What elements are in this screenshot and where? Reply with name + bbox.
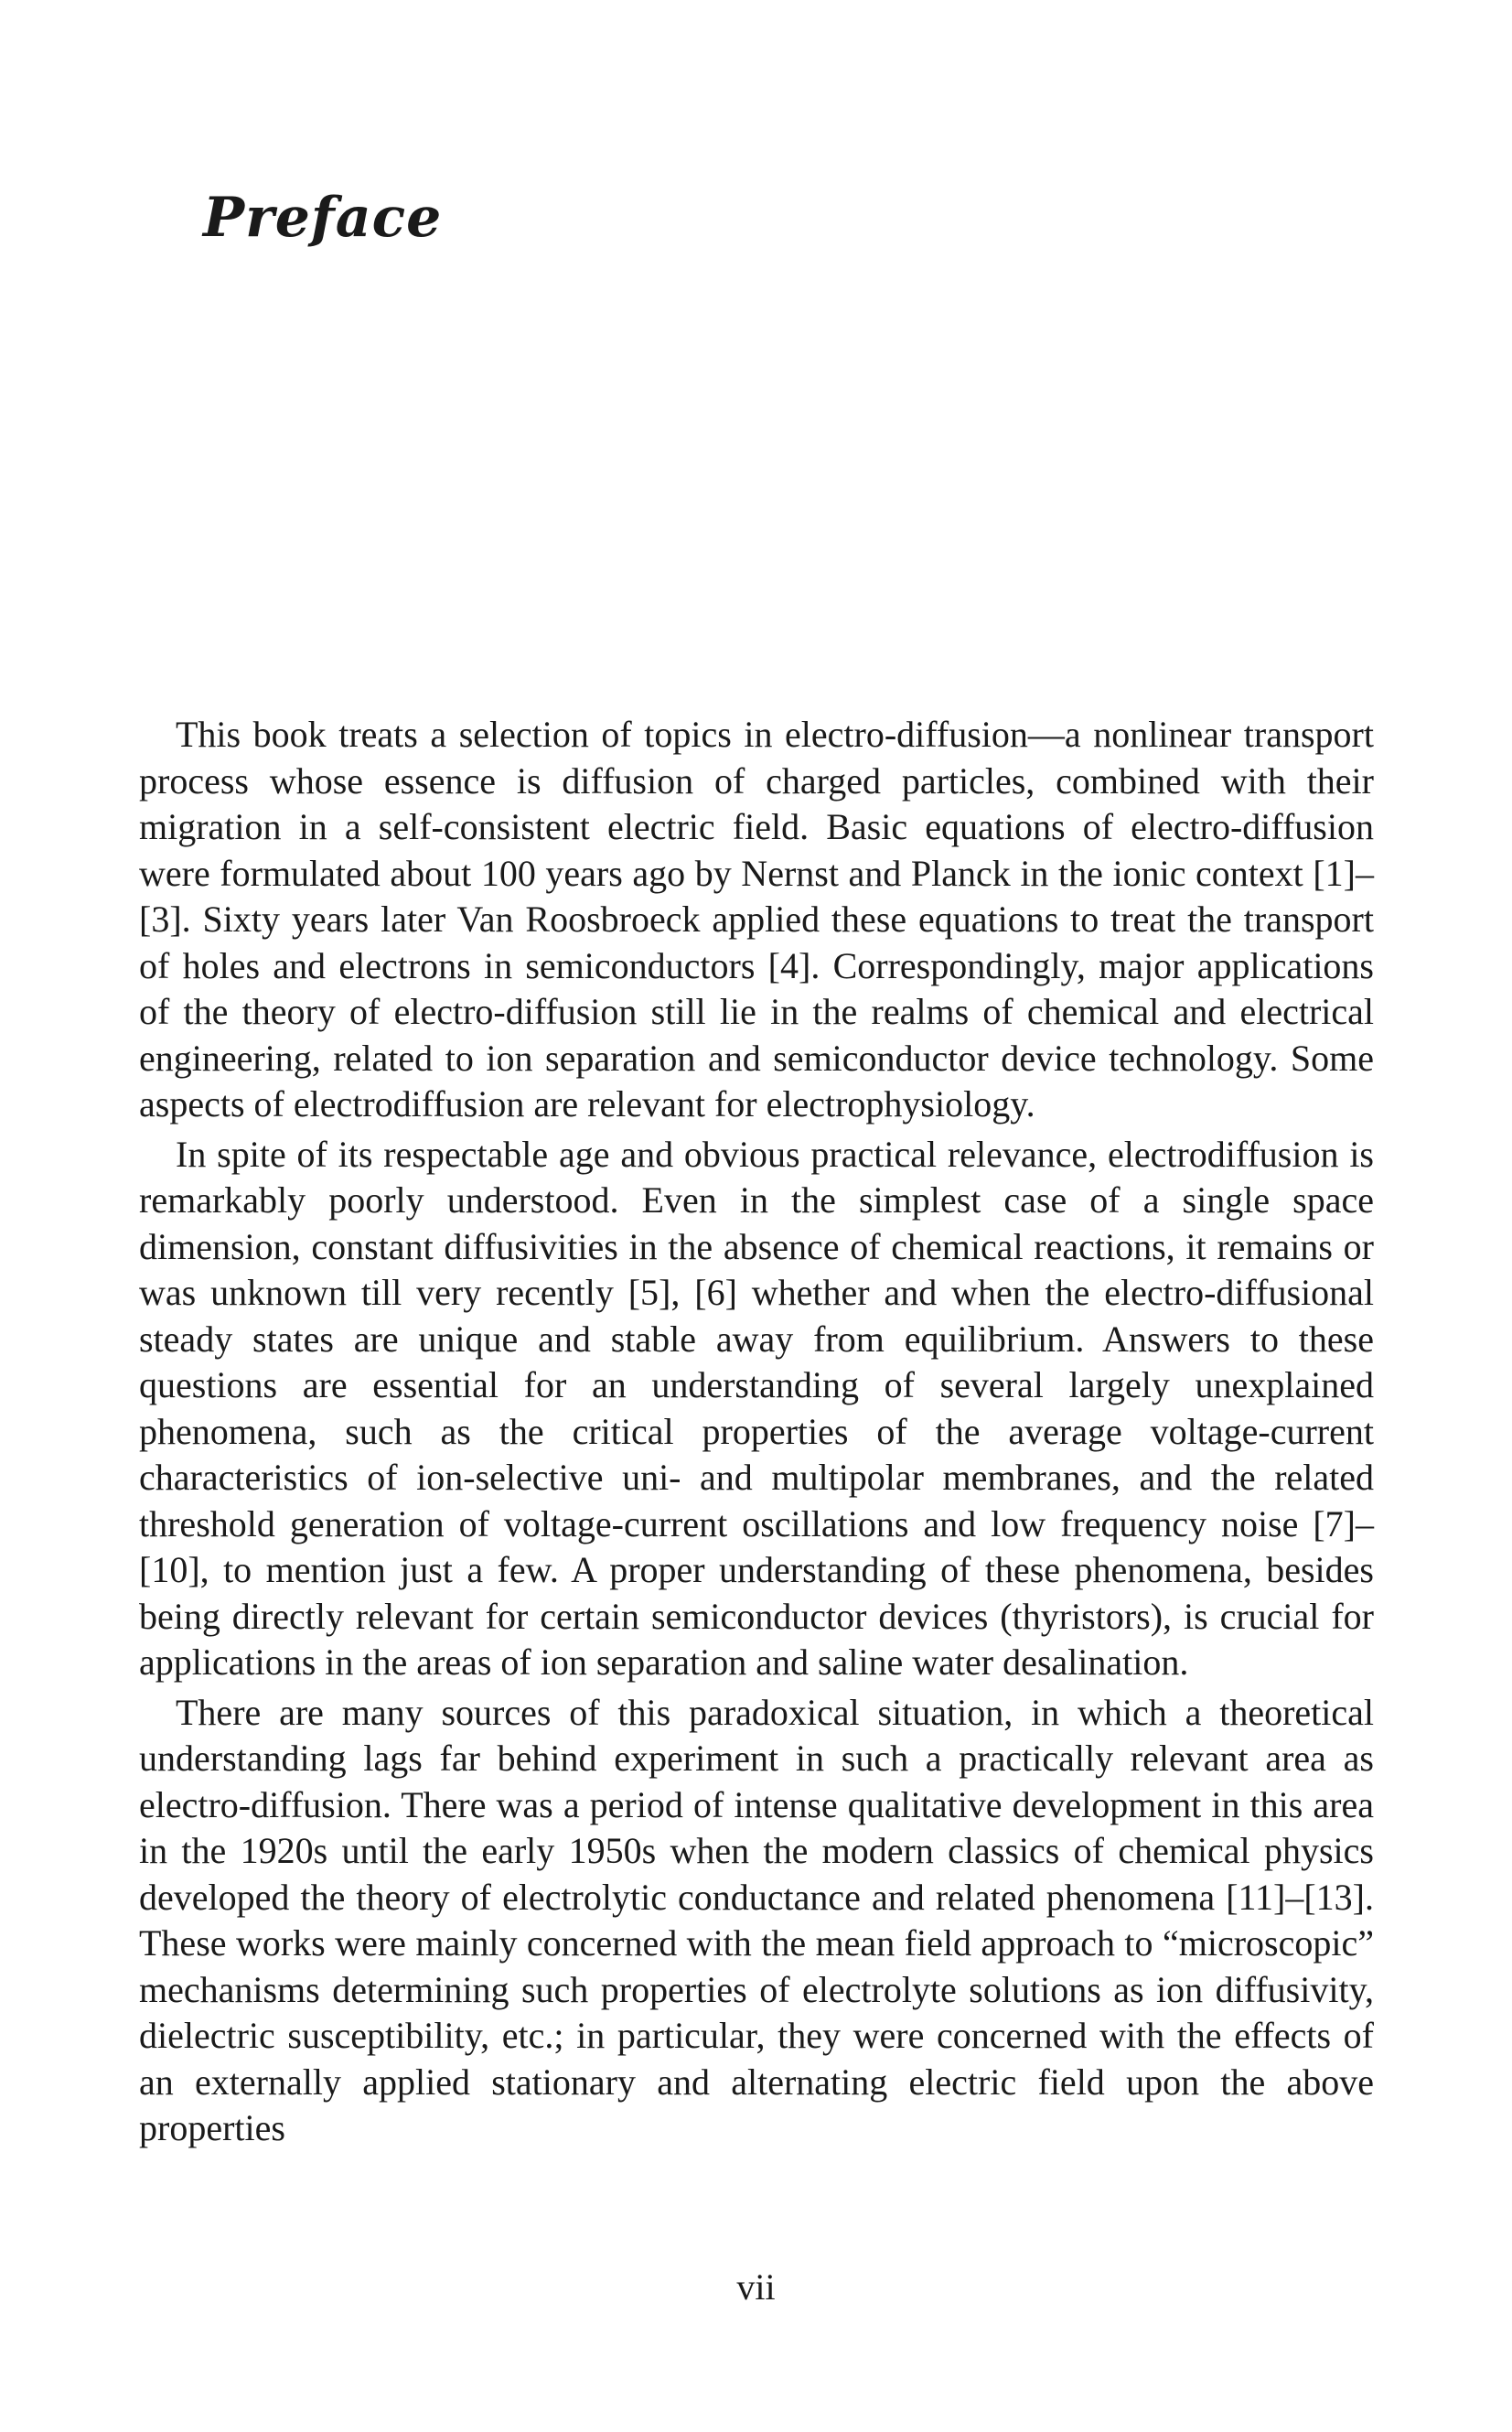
page-number: vii (736, 2266, 776, 2308)
paragraph: This book treats a selection of topics in electro-diffusion—a nonlinear transport process whose essence is diffusion of charged particles, combined with their migration in a self-consistent electric field. Basic equations of electro-diffusion were formulated about 100 years ago by Nernst and Planck in the ionic context [1]–[3]. Sixty years later Van Roosbroeck applied these equations to treat the transport of holes and electrons in semiconductors [4]. Correspondingly, major applications of the theory of electro-diffusion still lie in the realms of chemical and electrical engineering, related to ion separation and semiconductor device technology. Some aspects of electrodiffusion are relevant for electrophysiology. (139, 714, 1374, 1125)
page-title: Preface (203, 186, 443, 250)
paragraph: In spite of its respectable age and obvious practical relevance, electrodiffusion is remarkably poorly understood. Even in the simplest case of a single space dimension, constant diffusivities in the absence of chemical reactions, it remains or was unknown till very recently [5], [6] whether and when the electro-diffusional steady states are unique and stable away from equilibrium. Answers to these questions are essential for an understanding of several largely unexplained phenomena, such as the critical properties of the average voltage-current characteristics of ion-selective uni- and multipolar membranes, and the related threshold generation of voltage-current oscillations and low frequency noise [7]–[10], to mention just a few. A proper understanding of these phenomena, besides being directly relevant for certain semiconductor devices (thyristors), is crucial for applications in the areas of ion separation and saline water desalination. (139, 1133, 1374, 1683)
preface-body (139, 712, 1374, 2156)
paragraph: There are many sources of this paradoxical situation, in which a theoretical understanding lags far behind experiment in such a practically relevant area as electro-diffusion. There was a period of intense qualitative development in this area in the 1920s until the early 1950s when the modern classics of chemical physics developed the theory of electrolytic conductance and related phenomena [11]–[13]. These works were mainly concerned with the mean field approach to “microscopic” mechanisms determining such properties of electrolyte solutions as ion diffusivity, dielectric susceptibility, etc.; in particular, they were concerned with the effects of an externally applied stationary and alternating electric field upon the above properties (139, 1691, 1374, 2148)
